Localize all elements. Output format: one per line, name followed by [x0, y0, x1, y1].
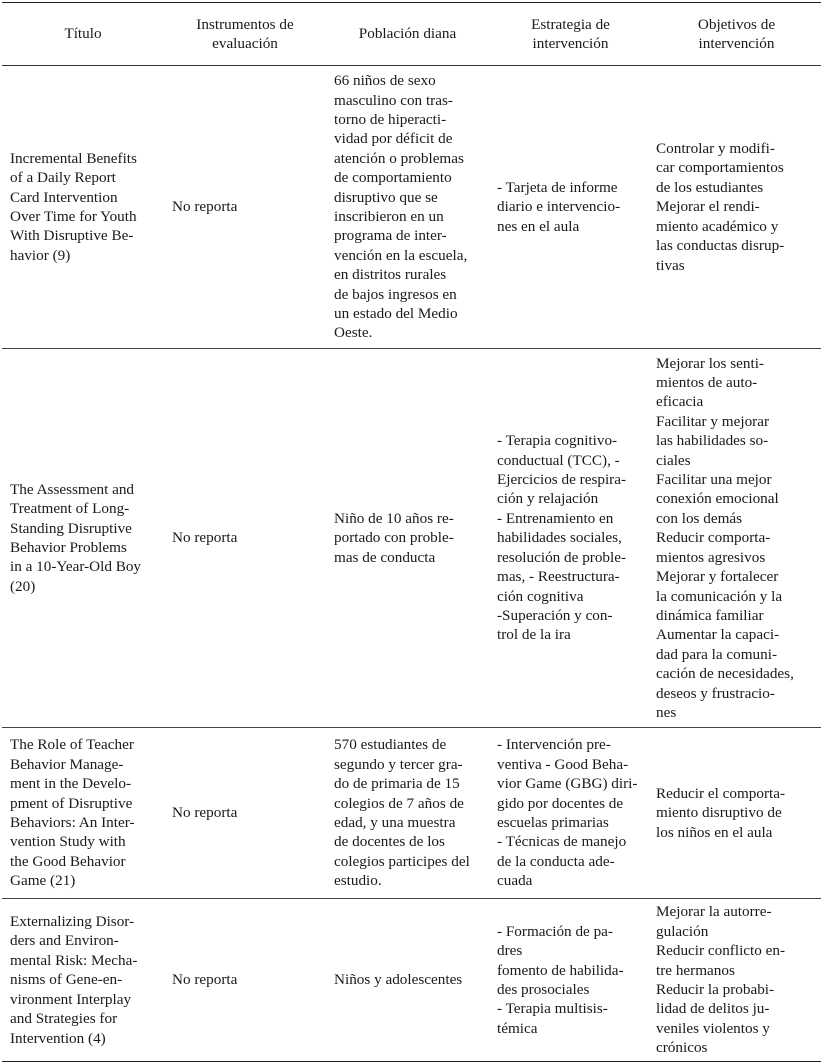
table-body	[2, 66, 821, 1062]
header-row	[2, 3, 821, 66]
cell-poblacion: 66 niños de sexo masculino con tras- torno de hiperacti- vidad por déficit de atención o problemas de comportamiento disruptivo que se inscribieron en un programa de inter- vención en la escuela, en distritos rurales de bajos ingresos en un estado del Medio Oeste.	[326, 66, 489, 349]
cell-estrategia: - Intervención pre- ventiva - Good Beha- vior Game (GBG) diri- gido por docentes de escuelas primarias - Técnicas de manejo de la conducta ade- cuada	[489, 728, 652, 899]
cell-instrumentos: No reporta	[164, 728, 326, 899]
cell-titulo: The Assessment and Treatment of Long- Standing Disruptive Behavior Problems in a 10-Year-Old Boy (20)	[2, 349, 164, 728]
table-row	[2, 728, 821, 899]
review-table	[2, 2, 821, 1062]
cell-poblacion: Niño de 10 años re- portado con proble- mas de conducta	[326, 349, 489, 728]
cell-objetivos: Mejorar los senti- mientos de auto- eficacia Facilitar y mejorar las habilidades so- ciales Facilitar una mejor conexión emocional con los demás Reducir comporta- mientos agresivos Mejorar y fortalecer la comunicación y la dinámica familiar Aumentar la capaci- dad para la comuni- cación de necesidades, deseos y frustracio- nes	[652, 349, 821, 728]
header-estrategia: Estrategia de intervención	[489, 3, 652, 66]
table-row	[2, 899, 821, 1062]
cell-titulo: Incremental Benefits of a Daily Report Card Intervention Over Time for Youth With Disruptive Be- havior (9)	[2, 66, 164, 349]
cell-poblacion: 570 estudiantes de segundo y tercer gra- do de primaria de 15 colegios de 7 años de edad, y una muestra de docentes de los colegios participes del estudio.	[326, 728, 489, 899]
table-header	[2, 3, 821, 66]
header-instrumentos: Instrumentos de evaluación	[164, 3, 326, 66]
cell-estrategia: - Tarjeta de informe diario e intervencio- nes en el aula	[489, 66, 652, 349]
cell-objetivos: Controlar y modifi- car comportamientos de los estudiantes Mejorar el rendi- miento académico y las conductas disrup- tivas	[652, 66, 821, 349]
header-titulo: Título	[2, 3, 164, 66]
header-objetivos: Objetivos de intervención	[652, 3, 821, 66]
table-row	[2, 66, 821, 349]
cell-instrumentos: No reporta	[164, 899, 326, 1062]
cell-instrumentos: No reporta	[164, 349, 326, 728]
cell-poblacion: Niños y adolescentes	[326, 899, 489, 1062]
cell-estrategia: - Terapia cognitivo- conductual (TCC), - Ejercicios de respira- ción y relajación - Entrenamiento en habilidades sociales, resolución de proble- mas, - Reestructura- ción cognitiva -Superación y con- trol de la ira	[489, 349, 652, 728]
cell-objetivos: Mejorar la autorre- gulación Reducir conflicto en- tre hermanos Reducir la probabi- lidad de delitos ju- veniles violentos y crónicos	[652, 899, 821, 1062]
table-row	[2, 349, 821, 728]
cell-titulo: The Role of Teacher Behavior Manage- ment in the Develo- pment of Disruptive Behaviors: An Inter- vention Study with the Good Behavior Game (21)	[2, 728, 164, 899]
cell-objetivos: Reducir el comporta- miento disruptivo de los niños en el aula	[652, 728, 821, 899]
header-poblacion: Población diana	[326, 3, 489, 66]
cell-instrumentos: No reporta	[164, 66, 326, 349]
cell-estrategia: - Formación de pa- dres fomento de habilida- des prosociales - Terapia multisis- témica	[489, 899, 652, 1062]
cell-titulo: Externalizing Disor- ders and Environ- mental Risk: Mecha- nisms of Gene-en- vironment Interplay and Strategies for Intervention (4)	[2, 899, 164, 1062]
